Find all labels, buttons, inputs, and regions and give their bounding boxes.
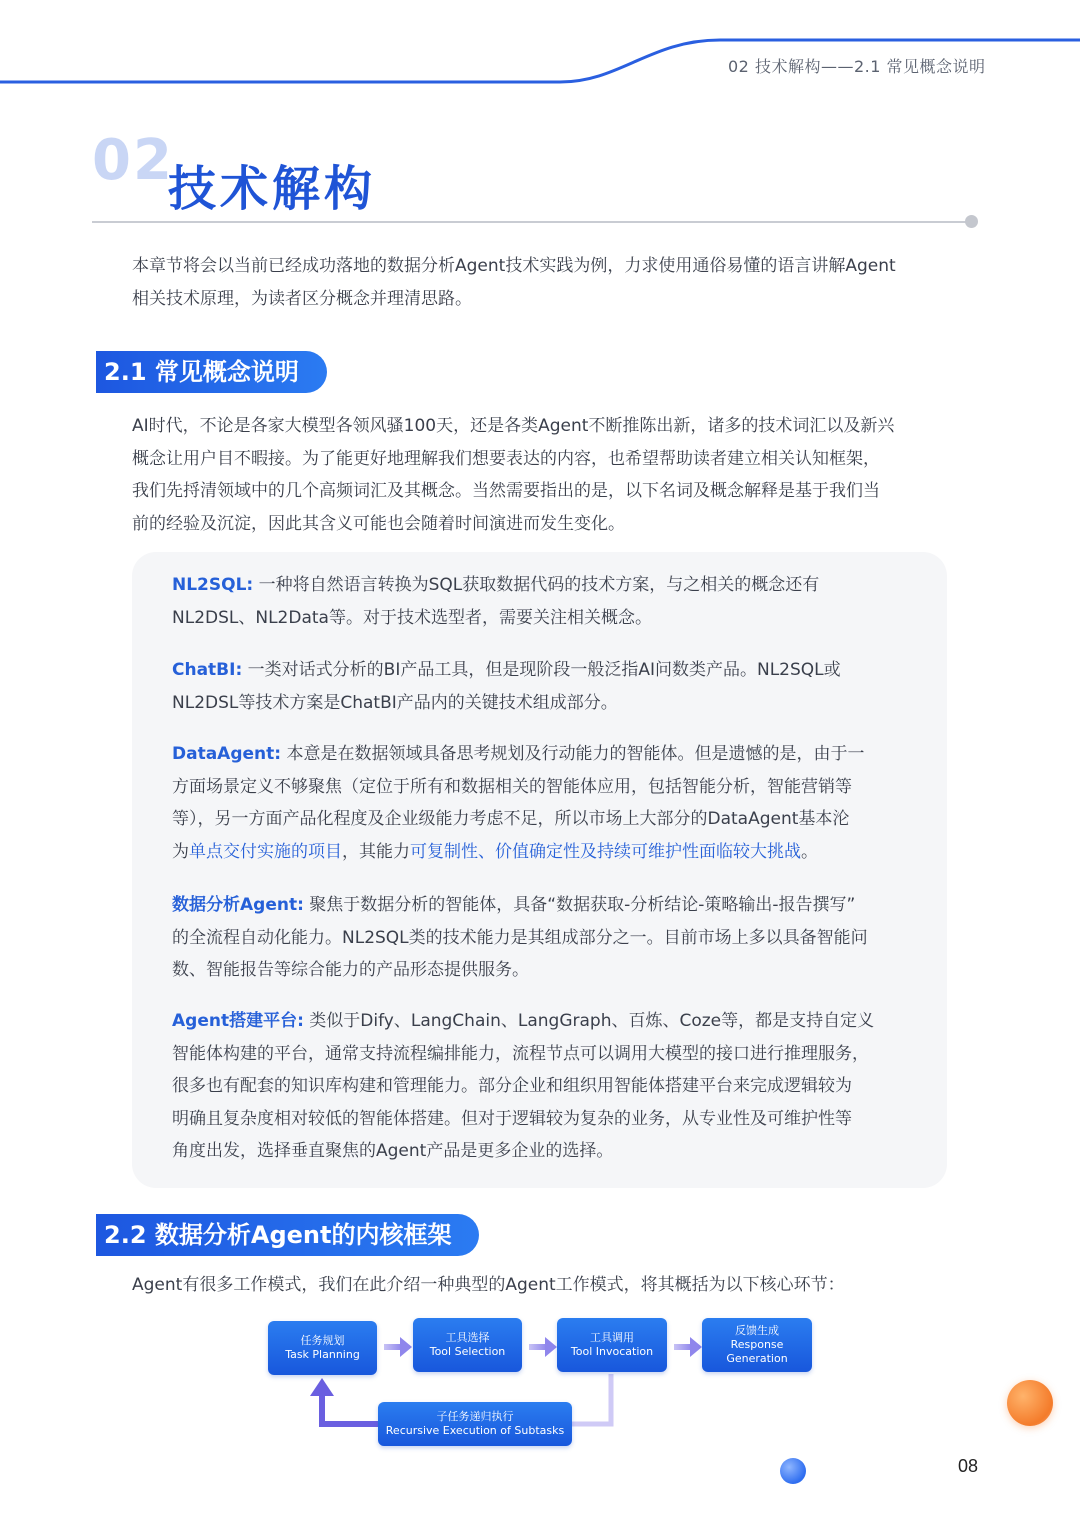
section-heading-2-2: 2.2 数据分析Agent的内核框架 [96, 1214, 479, 1256]
concept-text: 为 [172, 841, 189, 862]
concept-text: 智能体构建的平台，通常支持流程编排能力，流程节点可以调用大模型的接口进行推理服务， [172, 1043, 869, 1064]
concept-text: 角度出发，选择垂直聚焦的Agent产品是更多企业的选择。 [172, 1141, 614, 1161]
blue-orb-decoration [780, 1458, 806, 1484]
paragraph-line: 前的经验及沉淀，因此其含义可能也会随着时间演进而发生变化。 [132, 513, 625, 534]
chapter-title: 技术解构 [168, 161, 377, 217]
orange-orb-decoration [1007, 1380, 1053, 1426]
concept-text: NL2DSL、NL2Data等。对于技术选型者，需要关注相关概念。 [172, 607, 652, 628]
page-number: 08 [958, 1456, 979, 1476]
node-label-en: Tool Invocation [570, 1345, 654, 1358]
concept-text: 一种将自然语言转换为SQL获取数据代码的技术方案，与之相关的概念还有 [253, 575, 820, 595]
node-label-zh: 任务规划 [300, 1334, 345, 1347]
node-recursive-execution [378, 1402, 572, 1446]
section-heading-2-1: 2.1 常见概念说明 [96, 351, 327, 393]
concept-term: NL2SQL: [172, 575, 254, 595]
node-task-planning [268, 1321, 377, 1375]
node-label-zh: 子任务递归执行 [436, 1410, 514, 1423]
highlight-text: 单点交付实施的项目 [189, 841, 342, 862]
node-label-en: Recursive Execution of Subtasks [385, 1424, 565, 1437]
loop-invocation-to-recursive [572, 1374, 611, 1424]
concept-text: 明确且复杂度相对较低的智能体搭建。但对于逻辑较为复杂的业务，从专业性及可维护性等 [172, 1108, 852, 1129]
paragraph-line: 我们先捋清领域中的几个高频词汇及其概念。当然需要指出的是，以下名词及概念解释是基于我们当 [132, 481, 880, 501]
node-tool-invocation [557, 1318, 667, 1372]
concept-text: 聚焦于数据分析的智能体，具备“数据获取-分析结论-策略输出-报告撰写” [303, 895, 856, 915]
concept-term: Agent搭建平台: [172, 1011, 304, 1031]
intro-line: 相关技术原理，为读者区分概念并理清思路。 [132, 288, 472, 309]
concept-text: 方面场景定义不够聚焦（定位于所有和数据相关的智能体应用，包括智能分析，智能营销等 [172, 776, 852, 797]
concept-text: ，其能力 [342, 841, 410, 862]
concept-text: 一类对话式分析的BI产品工具，但是现阶段一般泛指AI问数类产品。NL2SQL或 [242, 660, 841, 680]
concept-text: 类似于Dify、LangChain、LangGraph、百炼、Coze等，都是支持自定义 [303, 1011, 875, 1031]
node-label-zh: 反馈生成 [735, 1324, 779, 1337]
node-response-generation [702, 1318, 812, 1372]
concept-text: 的全流程自动化能力。NL2SQL类的技术能力是其组成部分之一。目前市场上多以具备智能问 [172, 927, 868, 948]
node-label-en: Task Planning [285, 1348, 360, 1361]
concept-text: NL2DSL等技术方案是ChatBI产品内的关键技术组成部分。 [172, 692, 618, 713]
node-tool-selection [413, 1318, 522, 1372]
intro-line: 本章节将会以当前已经成功落地的数据分析Agent技术实践为例，力求使用通俗易懂的语言讲解Agent [132, 256, 896, 276]
node-label-en: Generation [726, 1352, 788, 1365]
arrow-selection-to-invocation [529, 1337, 557, 1357]
concept-term: ChatBI: [172, 660, 243, 680]
paragraph-line: AI时代，不论是各家大模型各领风骚100天，还是各类Agent不断推陈出新，诸多的技术词汇以及新兴 [132, 416, 895, 436]
concept-text: 。 [801, 841, 818, 862]
node-label-en: Tool Selection [429, 1345, 506, 1358]
highlight-text: 可复制性、价值确定性及持续可维护性面临较大挑战 [410, 841, 801, 862]
concept-term: DataAgent: [172, 744, 282, 764]
node-label-zh: 工具调用 [590, 1331, 634, 1344]
node-label-en: Response [730, 1338, 784, 1351]
concept-text: 本意是在数据领域具备思考规划及行动能力的智能体。但是遗憾的是，由于一 [281, 744, 865, 764]
running-head: 02 技术解构——2.1 常见概念说明 [728, 57, 986, 76]
node-label-zh: 工具选择 [445, 1331, 490, 1344]
loop-recursive-to-planning [310, 1378, 378, 1424]
concept-text: 很多也有配套的知识库构建和管理能力。部分企业和组织用智能体搭建平台来完成逻辑较为 [172, 1076, 852, 1096]
concept-text: 数、智能报告等综合能力的产品形态提供服务。 [172, 960, 529, 980]
paragraph-line: 概念让用户目不暇接。为了能更好地理解我们想要表达的内容，也希望帮助读者建立相关认知框架， [132, 448, 880, 469]
section-2-2-intro: Agent有很多工作模式，我们在此介绍一种典型的Agent工作模式，将其概括为以下核心环节： [132, 1275, 845, 1295]
chapter-number: 02 [92, 128, 174, 193]
concept-term: 数据分析Agent: [172, 895, 304, 915]
concept-text: 等），另一方面产品化程度及企业级能力考虑不足，所以市场上大部分的DataAgent基本沦 [172, 809, 850, 829]
arrow-invocation-to-response [674, 1337, 702, 1357]
arrow-planning-to-selection [384, 1337, 412, 1357]
